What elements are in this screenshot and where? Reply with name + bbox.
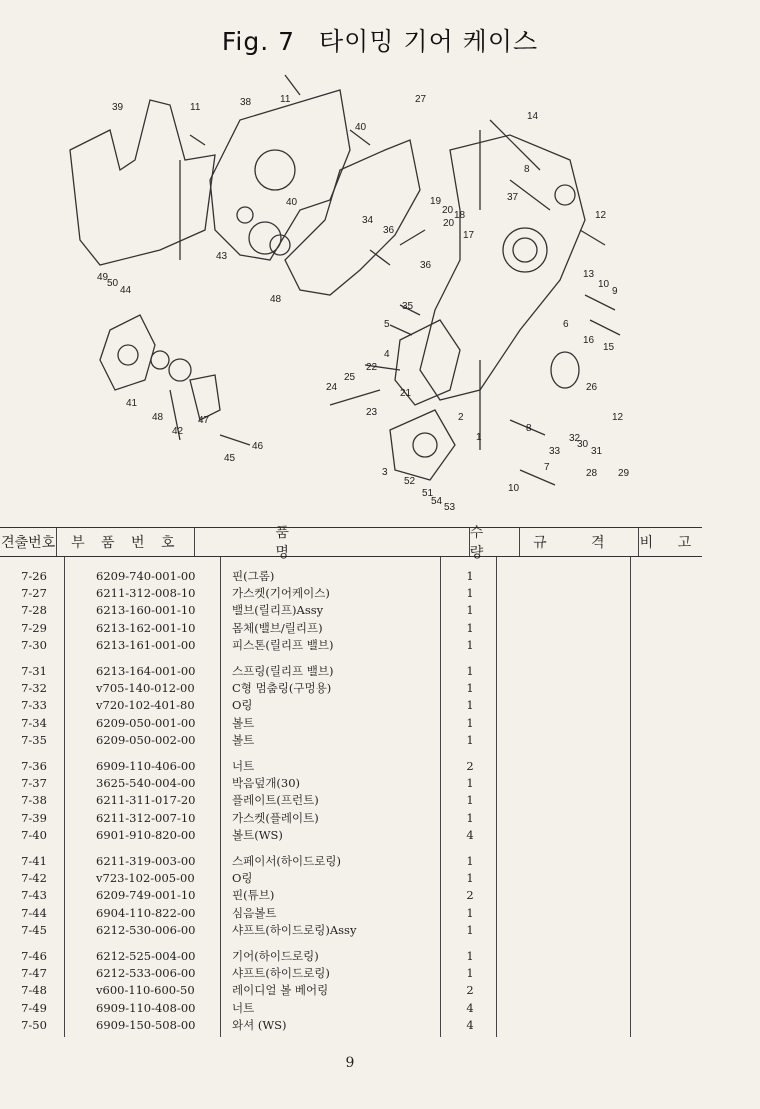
callout: 6 (563, 319, 569, 330)
row-part-name: 몸체(밸브/릴리프) (232, 620, 323, 635)
row-part-name: O링 (232, 698, 253, 713)
row-quantity: 2 (466, 759, 474, 773)
callout: 27 (415, 94, 427, 105)
callout: 17 (463, 230, 475, 241)
table-header (0, 525, 702, 561)
row-quantity: 1 (466, 871, 474, 886)
callout: 38 (240, 97, 252, 108)
row-index: 7-31 (21, 664, 47, 678)
row-index: 7-42 (21, 871, 47, 886)
table-row (0, 870, 498, 887)
row-index: 7-40 (21, 827, 47, 842)
callout: 11 (190, 102, 201, 113)
table-row (0, 853, 498, 870)
page-number: 9 (345, 1055, 355, 1071)
table-row (0, 715, 498, 732)
row-part-name: C형 멈춤링(구멍용) (232, 681, 332, 696)
table-row (0, 827, 498, 844)
row-part-number: 6209-749-001-10 (96, 888, 196, 903)
row-quantity: 2 (466, 888, 474, 903)
callout: 35 (402, 301, 414, 312)
callout: 47 (198, 415, 210, 426)
row-part-name: 볼트(WS) (232, 827, 283, 842)
row-part-number: 6213-160-001-10 (96, 603, 196, 618)
row-part-name: 볼트 (232, 732, 255, 747)
table-row (0, 948, 498, 965)
row-quantity: 1 (466, 949, 474, 963)
row-part-number: 6211-312-007-10 (96, 810, 196, 825)
callout: 23 (366, 407, 378, 418)
header-part-number: 부 품 번 호 (57, 528, 195, 556)
row-quantity: 4 (466, 1000, 474, 1015)
callout: 48 (270, 294, 282, 305)
callout: 12 (612, 412, 624, 423)
row-part-name: 레이디얼 볼 베어링 (232, 983, 329, 998)
callout: 52 (404, 476, 416, 487)
row-part-number: 6909-150-508-00 (96, 1017, 196, 1032)
row-index: 7-32 (21, 681, 47, 696)
row-part-name: 심음볼트 (232, 905, 277, 920)
row-quantity: 1 (466, 854, 474, 868)
row-quantity: 2 (466, 983, 474, 998)
table-row (0, 1017, 498, 1034)
row-part-number: 6213-164-001-00 (96, 664, 196, 678)
row-quantity: 1 (466, 698, 474, 713)
callout: 40 (355, 122, 367, 133)
callout: 19 (430, 196, 442, 207)
row-index: 7-48 (21, 983, 47, 998)
row-quantity: 1 (466, 681, 474, 696)
row-part-name: 플레이트(프런트) (232, 793, 319, 808)
row-part-name: 너트 (232, 1000, 255, 1015)
row-index: 7-47 (21, 966, 47, 981)
callout: 26 (586, 382, 598, 393)
header-spec: 규 격 (520, 528, 639, 556)
callout: 51 (422, 488, 434, 499)
row-part-number: 6909-110-406-00 (96, 759, 196, 773)
row-part-number: 6211-319-003-00 (96, 854, 196, 868)
row-quantity: 1 (466, 569, 474, 583)
callout: 41 (126, 398, 138, 409)
callout: 10 (508, 483, 520, 494)
row-quantity: 1 (466, 905, 474, 920)
row-part-number: 6209-050-002-00 (96, 732, 196, 747)
row-quantity: 1 (466, 620, 474, 635)
callout: 44 (120, 285, 132, 296)
callout: 37 (507, 192, 519, 203)
row-part-name: O링 (232, 871, 253, 886)
row-part-name: 박음덮개(30) (232, 776, 301, 791)
callout: 50 (107, 278, 119, 289)
row-part-number: 6209-050-001-00 (96, 715, 196, 730)
row-index: 7-49 (21, 1000, 47, 1015)
diagram-svg (40, 60, 700, 520)
row-part-number: v723-102-005-00 (96, 871, 195, 886)
row-part-number: 3625-540-004-00 (96, 776, 196, 791)
callout: 33 (549, 446, 561, 457)
callout: 30 (577, 439, 589, 450)
table-row (0, 663, 498, 680)
row-index: 7-30 (21, 637, 47, 652)
row-quantity: 1 (466, 966, 474, 981)
row-part-number: 6209-740-001-00 (96, 569, 196, 583)
callout: 12 (595, 210, 607, 221)
table-row (0, 965, 498, 982)
table-row (0, 602, 498, 619)
row-index: 7-37 (21, 776, 47, 791)
row-part-name: 너트 (232, 759, 255, 773)
parts-table (0, 527, 702, 1037)
callout: 2 (458, 412, 464, 423)
callout: 5 (384, 319, 390, 330)
callout: 43 (216, 251, 228, 262)
callout: 3 (382, 467, 388, 478)
exploded-parts-diagram (40, 60, 700, 520)
row-index: 7-41 (21, 854, 47, 868)
row-part-number: 6212-530-006-00 (96, 922, 196, 937)
row-part-number: 6211-311-017-20 (96, 793, 196, 808)
table-row (0, 922, 498, 939)
callout: 13 (583, 269, 595, 280)
table-row (0, 697, 498, 714)
row-index: 7-26 (21, 569, 47, 583)
row-part-name: 샤프트(하이드로링)Assy (232, 922, 357, 937)
row-quantity: 1 (466, 810, 474, 825)
row-part-number: 6211-312-008-10 (96, 586, 196, 601)
row-part-number: 6212-525-004-00 (96, 949, 196, 963)
figure-number: Fig. 7 (221, 27, 296, 56)
row-part-number: v720-102-401-80 (96, 698, 195, 713)
row-quantity: 1 (466, 664, 474, 678)
callout: 32 (569, 433, 581, 444)
header-part-name: 품 명 (195, 528, 469, 556)
row-quantity: 1 (466, 776, 474, 791)
callout: 7 (544, 462, 550, 473)
row-part-number: 6901-910-820-00 (96, 827, 196, 842)
callout: 54 (431, 496, 443, 507)
table-row (0, 637, 498, 654)
diagram-callouts (97, 94, 630, 513)
table-row (0, 810, 498, 827)
callout: 39 (112, 102, 124, 113)
row-index: 7-43 (21, 888, 47, 903)
row-part-name: 밸브(릴리프)Assy (232, 603, 324, 618)
row-quantity: 1 (466, 637, 474, 652)
row-part-name: 샤프트(하이드로링) (232, 966, 330, 981)
row-index: 7-39 (21, 810, 47, 825)
row-index: 7-50 (21, 1017, 47, 1032)
table-row (0, 568, 498, 585)
row-index: 7-45 (21, 922, 47, 937)
row-quantity: 1 (466, 715, 474, 730)
figure-title: 타이밍 기어 케이스 (319, 27, 539, 56)
callout: 45 (224, 453, 236, 464)
row-part-name: 기어(하이드로링) (232, 949, 319, 963)
row-index: 7-46 (21, 949, 47, 963)
row-part-name: 가스켓(플레이트) (232, 810, 319, 825)
table-row (0, 680, 498, 697)
header-index: 견출번호 (0, 528, 57, 556)
callout: 14 (527, 111, 539, 122)
row-part-number: 6212-533-006-00 (96, 966, 196, 981)
table-row (0, 775, 498, 792)
table-row (0, 792, 498, 809)
row-part-name: 피스톤(릴리프 밸브) (232, 637, 334, 652)
row-part-name: 스페이서(하이드로링) (232, 854, 341, 868)
row-part-number: 6213-162-001-10 (96, 620, 196, 635)
row-quantity: 1 (466, 922, 474, 937)
page-title (0, 22, 760, 58)
table-row (0, 905, 498, 922)
row-part-number: 6904-110-822-00 (96, 905, 196, 920)
row-index: 7-35 (21, 732, 47, 747)
table-row (0, 758, 498, 775)
callout: 8 (524, 164, 530, 175)
row-quantity: 1 (466, 586, 474, 601)
table-row (0, 585, 498, 602)
callout: 40 (286, 197, 298, 208)
row-index: 7-27 (21, 586, 47, 601)
callout: 34 (362, 215, 374, 226)
callout: 21 (400, 388, 412, 399)
callout: 28 (586, 468, 598, 479)
callout: 20 (442, 205, 454, 216)
row-part-name: 핀(튜브) (232, 888, 275, 903)
callout: 20 (443, 218, 455, 229)
callout: 42 (172, 426, 184, 437)
row-index: 7-34 (21, 715, 47, 730)
header-quantity: 수 량 (470, 528, 520, 556)
callout: 36 (383, 225, 395, 236)
row-quantity: 1 (466, 732, 474, 747)
row-part-number: v600-110-600-50 (96, 983, 195, 998)
callout: 10 (598, 279, 610, 290)
callout: 9 (612, 286, 618, 297)
row-quantity: 1 (466, 793, 474, 808)
callout: 48 (152, 412, 164, 423)
callout: 11 (280, 94, 291, 105)
callout: 46 (252, 441, 264, 452)
table-body (0, 557, 702, 1037)
row-part-name: 스프링(릴리프 밸브) (232, 664, 334, 678)
row-part-number: v705-140-012-00 (96, 681, 195, 696)
table-row (0, 982, 498, 999)
callout: 53 (444, 502, 456, 513)
callout: 8 (526, 423, 532, 434)
callout: 22 (366, 362, 378, 373)
row-index: 7-44 (21, 905, 47, 920)
row-quantity: 4 (466, 827, 474, 842)
row-quantity: 4 (466, 1017, 474, 1032)
row-part-name: 와셔 (WS) (232, 1017, 287, 1032)
row-index: 7-29 (21, 620, 47, 635)
row-index: 7-33 (21, 698, 47, 713)
row-part-name: 볼트 (232, 715, 255, 730)
header-remarks: 비 고 (639, 535, 702, 551)
row-index: 7-38 (21, 793, 47, 808)
row-part-name: 핀(그롬) (232, 569, 275, 583)
callout: 25 (344, 372, 356, 383)
table-row (0, 887, 498, 904)
row-part-number: 6213-161-001-00 (96, 637, 196, 652)
callout: 1 (476, 432, 482, 443)
callout: 16 (583, 335, 595, 346)
callout: 29 (618, 468, 630, 479)
callout: 49 (97, 272, 109, 283)
callout: 4 (384, 349, 390, 360)
table-row (0, 620, 498, 637)
row-part-name: 가스켓(기어케이스) (232, 586, 330, 601)
callout: 31 (591, 446, 603, 457)
table-row (0, 732, 498, 749)
row-index: 7-28 (21, 603, 47, 618)
row-quantity: 1 (466, 603, 474, 618)
row-part-number: 6909-110-408-00 (96, 1000, 196, 1015)
row-index: 7-36 (21, 759, 47, 773)
callout: 18 (454, 210, 466, 221)
callout: 36 (420, 260, 432, 271)
callout: 15 (603, 342, 615, 353)
table-row (0, 1000, 498, 1017)
callout: 24 (326, 382, 338, 393)
